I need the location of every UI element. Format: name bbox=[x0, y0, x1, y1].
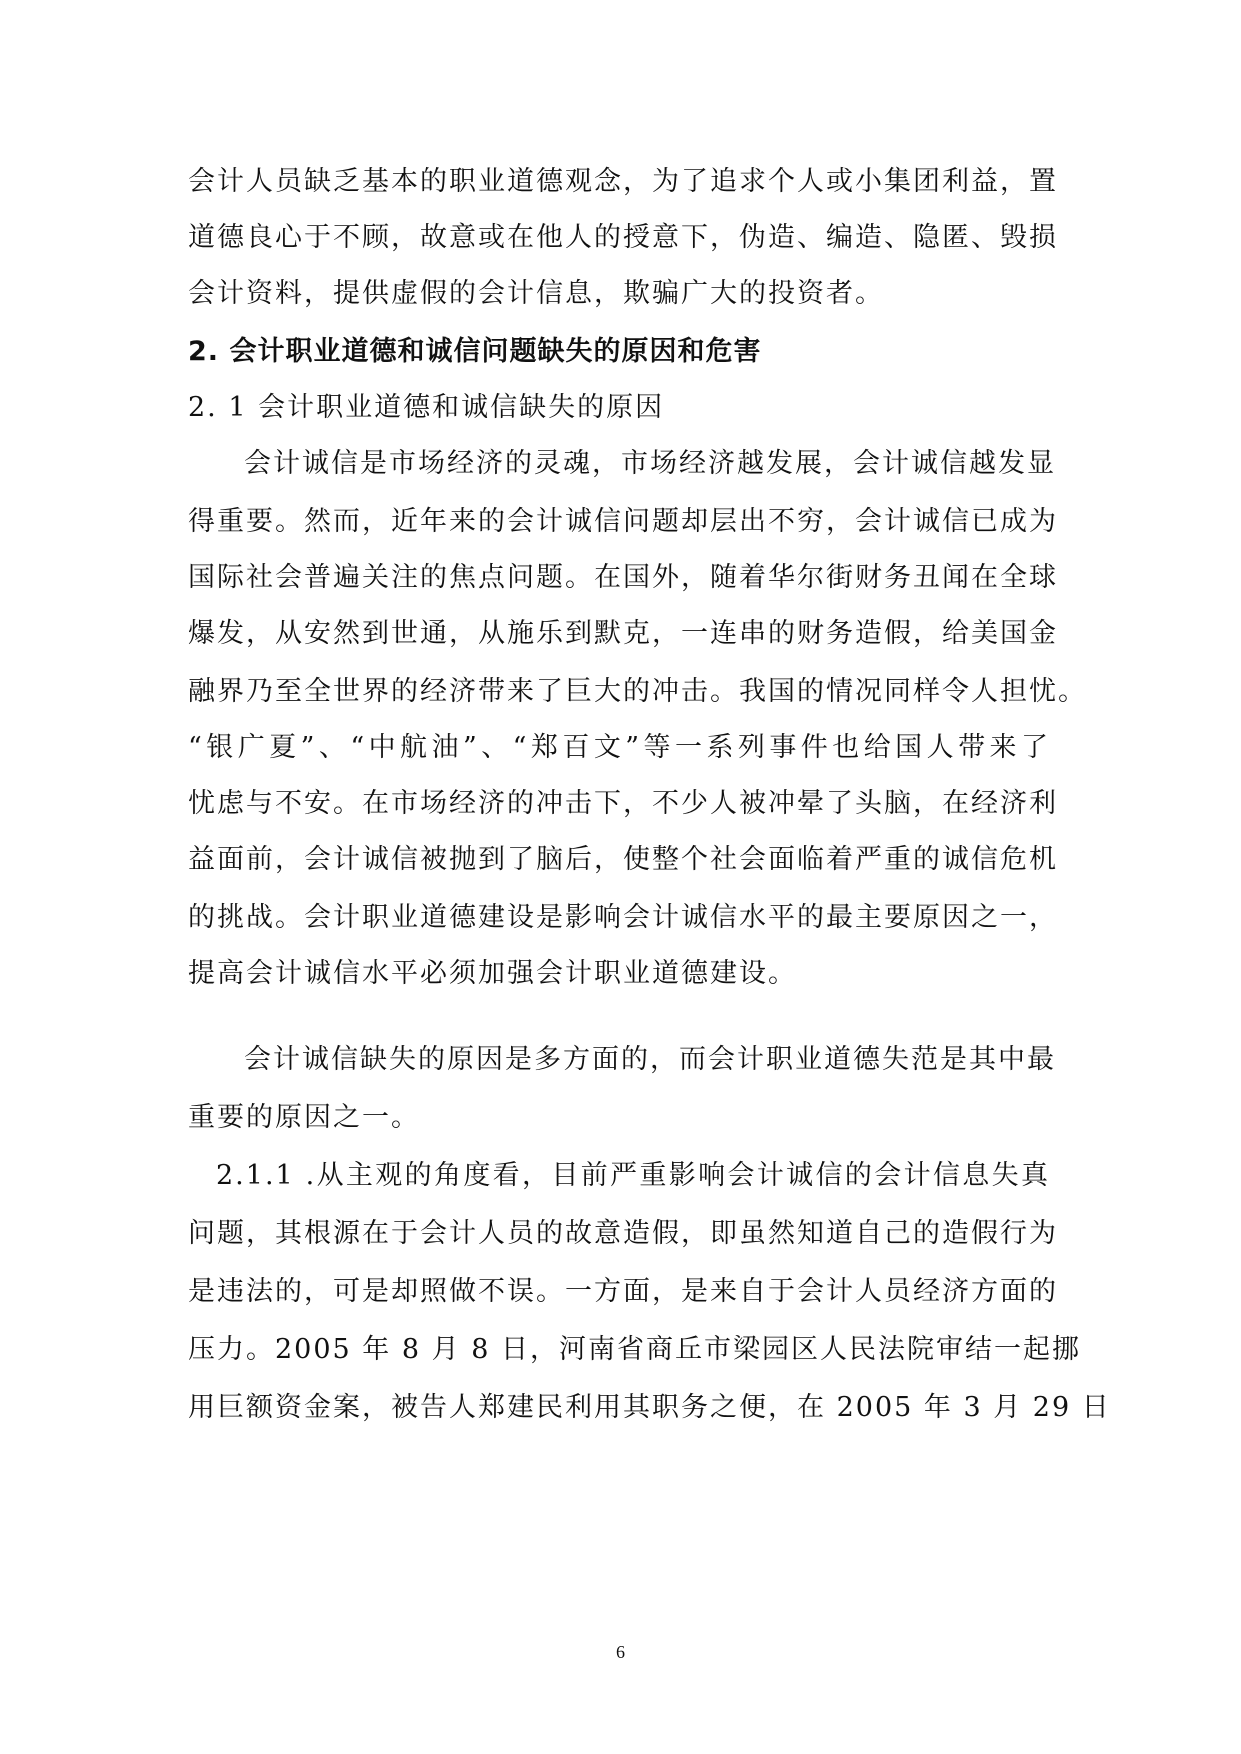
paragraph-line: 会计诚信是市场经济的灵魂，市场经济越发展，会计诚信越发显 bbox=[244, 448, 1056, 479]
paragraph-line: “银广夏”、“中航油”、“郑百文”等一系列事件也给国人带来了 bbox=[188, 732, 1050, 763]
paragraph-line: 得重要。然而，近年来的会计诚信问题却层出不穷，会计诚信已成为 bbox=[188, 506, 1058, 537]
paragraph-line: 压力。2005 年 8 月 8 日，河南省商丘市梁园区人民法院审结一起挪 bbox=[188, 1334, 1081, 1365]
paragraph-line: 2.1.1 .从主观的角度看，目前严重影响会计诚信的会计信息失真 bbox=[216, 1160, 1050, 1191]
text-line: 会计人员缺乏基本的职业道德观念，为了追求个人或小集团利益，置 bbox=[188, 166, 1058, 197]
section-heading: 2. 会计职业道德和诚信问题缺失的原因和危害 bbox=[188, 336, 762, 367]
page-number: 6 bbox=[616, 1642, 625, 1662]
paragraph-line: 的挑战。会计职业道德建设是影响会计诚信水平的最主要原因之一， bbox=[188, 902, 1058, 933]
paragraph-line: 会计诚信缺失的原因是多方面的，而会计职业道德失范是其中最 bbox=[244, 1044, 1056, 1075]
paragraph-line: 忧虑与不安。在市场经济的冲击下，不少人被冲晕了头脑，在经济利 bbox=[188, 788, 1058, 819]
paragraph-line: 是违法的，可是却照做不误。一方面，是来自于会计人员经济方面的 bbox=[188, 1276, 1058, 1307]
paragraph-line: 用巨额资金案，被告人郑建民利用其职务之便，在 2005 年 3 月 29 日 bbox=[188, 1392, 1111, 1423]
paragraph-line: 国际社会普遍关注的焦点问题。在国外，随着华尔街财务丑闻在全球 bbox=[188, 562, 1058, 593]
paragraph-line: 提高会计诚信水平必须加强会计职业道德建设。 bbox=[188, 958, 797, 989]
text-line: 道德良心于不顾，故意或在他人的授意下，伪造、编造、隐匿、毁损 bbox=[188, 222, 1058, 253]
paragraph-line: 爆发，从安然到世通，从施乐到默克，一连串的财务造假，给美国金 bbox=[188, 618, 1058, 649]
subsection-heading: 2. 1 会计职业道德和诚信缺失的原因 bbox=[188, 392, 665, 423]
text-line: 会计资料，提供虚假的会计信息，欺骗广大的投资者。 bbox=[188, 278, 884, 309]
paragraph-line: 融界乃至全世界的经济带来了巨大的冲击。我国的情况同样令人担忧。 bbox=[188, 676, 1087, 707]
paragraph-line: 重要的原因之一。 bbox=[188, 1102, 420, 1133]
paragraph-line: 问题，其根源在于会计人员的故意造假，即虽然知道自己的造假行为 bbox=[188, 1218, 1058, 1249]
paragraph-line: 益面前，会计诚信被抛到了脑后，使整个社会面临着严重的诚信危机 bbox=[188, 844, 1058, 875]
